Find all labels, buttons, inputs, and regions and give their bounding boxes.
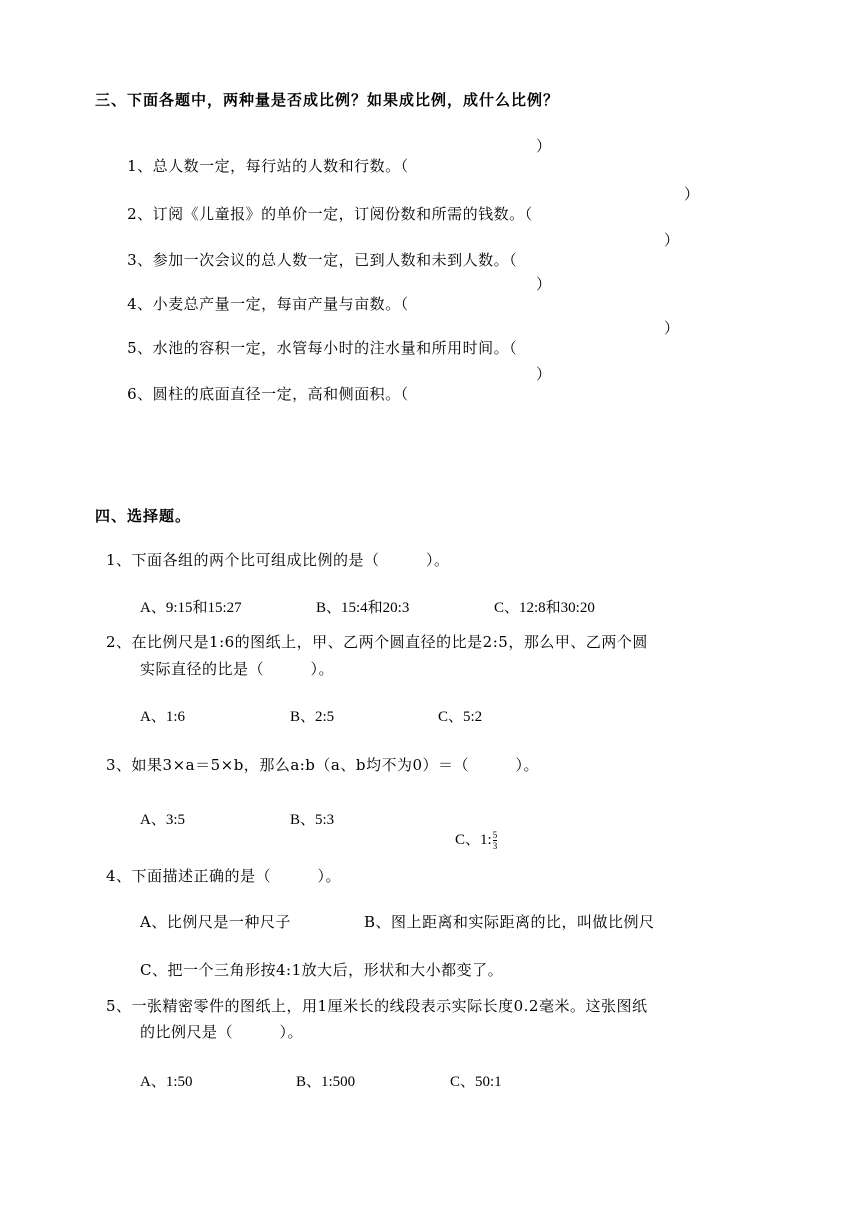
answer-close-paren: ）	[536, 275, 552, 293]
question-3-stem: 3、如果3×a＝5×b，那么a:b（a、b均不为0）＝（ ）。	[106, 756, 540, 774]
question-3-option-c	[440, 810, 497, 871]
item-text: 5、水池的容积一定，水管每小时的注水量和所用时间。（	[127, 339, 518, 357]
question-3-option-b: B、5:3	[290, 812, 335, 828]
answer-close-paren: ）	[536, 365, 552, 383]
question-4-option-a: A、比例尺是一种尺子	[140, 913, 291, 931]
item-text: 2、订阅《儿童报》的单价一定，订阅份数和所需的钱数。（	[127, 205, 533, 223]
question-5-option-c: C、50:1	[450, 1074, 502, 1090]
question-2-option-b: B、2:5	[290, 709, 335, 725]
answer-close-paren: ）	[684, 185, 700, 203]
item-text: 6、圆柱的底面直径一定，高和侧面积。（	[127, 385, 409, 403]
question-1-option-a: A、9:15和15:27	[140, 600, 242, 616]
question-5-option-b: B、1:500	[296, 1074, 356, 1090]
question-5-stem-line2: 的比例尺是（ ）。	[140, 1023, 304, 1041]
question-4-option-c: C、把一个三角形按4:1放大后，形状和大小都变了。	[140, 961, 504, 979]
answer-close-paren: ）	[664, 319, 680, 337]
item-text: 1、总人数一定，每行站的人数和行数。（	[127, 157, 409, 175]
fraction	[493, 830, 498, 851]
item-text: 4、小麦总产量一定，每亩产量与亩数。（	[127, 295, 409, 313]
question-2-stem-line1: 2、在比例尺是1:6的图纸上，甲、乙两个圆直径的比是2:5，那么甲、乙两个圆	[106, 633, 648, 651]
question-4-stem: 4、下面描述正确的是（ ）。	[106, 867, 342, 885]
section3-item-6	[106, 364, 409, 424]
answer-close-paren: ）	[664, 231, 680, 249]
question-5-option-a: A、1:50	[140, 1074, 193, 1090]
question-2-stem-line2: 实际直径的比是（ ）。	[140, 660, 335, 678]
answer-close-paren: ）	[536, 137, 552, 155]
question-1-stem: 1、下面各组的两个比可组成比例的是（ ）。	[106, 551, 450, 569]
item-text: 3、参加一次会议的总人数一定，已到人数和未到人数。（	[127, 251, 518, 269]
section4-heading: 四、选择题。	[95, 507, 192, 525]
question-1-option-b: B、15:4和20:3	[316, 600, 410, 616]
question-3-option-a: A、3:5	[140, 812, 186, 828]
fraction-numerator: 5	[492, 830, 498, 841]
question-1-option-c: C、12:8和30:20	[494, 600, 595, 616]
question-5-stem-line1: 5、一张精密零件的图纸上，用1厘米长的线段表示实际长度0.2毫米。这张图纸	[106, 997, 648, 1015]
question-2-option-c: C、5:2	[438, 709, 483, 725]
option-c-prefix: C、1:	[455, 832, 492, 848]
question-2-option-a: A、1:6	[140, 709, 186, 725]
fraction-denominator: 3	[492, 841, 498, 852]
question-4-option-b: B、图上距离和实际距离的比，叫做比例尺	[364, 913, 655, 931]
section3-heading: 三、下面各题中，两种量是否成比例？如果成比例，成什么比例？	[95, 91, 560, 109]
